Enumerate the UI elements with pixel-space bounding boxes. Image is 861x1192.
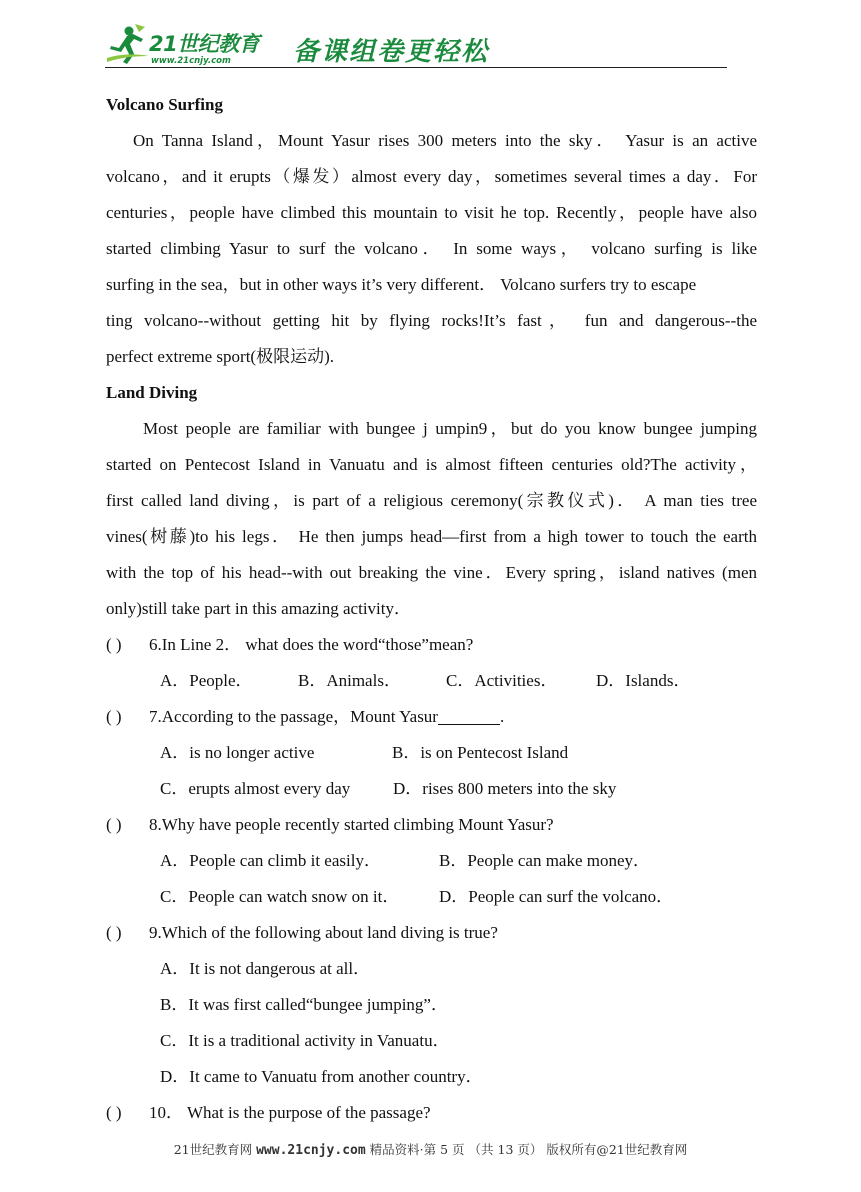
question-stem: 10． What is the purpose of the passage? — [149, 1103, 431, 1122]
question-10 — [106, 1095, 757, 1131]
question-7-options-row2 — [106, 771, 757, 807]
header-divider — [105, 67, 727, 68]
option-a[interactable]: A．People can climb it easily． — [160, 851, 381, 870]
question-7-options-row1 — [106, 735, 757, 771]
logo — [105, 22, 295, 70]
option-d[interactable]: D．It came to Vanuatu from another country． — [160, 1067, 483, 1086]
paragraph-line: started on Pentecost Island in Vanuatu and is almost fifteen centuries old?The activity， — [106, 455, 757, 474]
option-a[interactable]: A．It is not dangerous at all． — [160, 959, 371, 978]
paragraph-line: started climbing Yasur to surf the volcano． In some ways， volcano surfing is like — [106, 239, 757, 258]
paragraph-line: with the top of his head--with out breaking the vine．Every spring，island natives (men — [106, 563, 757, 582]
option-c[interactable]: C．It is a traditional activity in Vanuatu． — [160, 1031, 450, 1050]
question-6 — [106, 627, 757, 663]
logo-text: 21世纪教育 — [149, 32, 260, 56]
runner-logo-icon — [105, 22, 151, 66]
document-body — [106, 87, 757, 1131]
option-d[interactable]: D．rises 800 meters into the sky — [393, 779, 617, 798]
fill-blank[interactable] — [438, 702, 500, 725]
section-heading-land-diving: Land Diving — [106, 383, 198, 402]
question-6-options — [106, 663, 757, 699]
footer-site-name: 21世纪教育网 — [173, 1142, 253, 1157]
option-d[interactable]: D．Islands． — [596, 671, 691, 690]
page-footer — [0, 1140, 861, 1158]
footer-page-info: 精品资料·第 5 页 （共 13 页） 版权所有@21世纪教育网 — [369, 1142, 688, 1157]
page-header — [105, 22, 727, 74]
answer-slot[interactable]: ( ) — [106, 1103, 122, 1122]
paragraph-line: surfing in the sea，but in other ways it’s very different． Volcano surfers try to escape — [106, 275, 697, 294]
question-stem: 6.In Line 2． what does the word“those”mean? — [149, 635, 474, 654]
question-stem: 7.According to the passage，Mount Yasur — [149, 707, 438, 726]
option-a[interactable]: A．People． — [160, 671, 253, 690]
question-8-options-row2 — [106, 879, 757, 915]
paragraph-line: volcano，and it erupts（爆发）almost every day，sometimes several times a day．For — [106, 167, 757, 186]
option-c[interactable]: C．Activities． — [446, 671, 558, 690]
answer-slot[interactable]: ( ) — [106, 635, 122, 654]
option-b[interactable]: B．People can make money． — [439, 851, 651, 870]
footer-site-url[interactable]: www.21cnjy.com — [256, 1143, 366, 1158]
question-stem: 9.Which of the following about land diving is true? — [149, 923, 498, 942]
option-b[interactable]: B．It was first called“bungee jumping”． — [160, 995, 448, 1014]
question-8 — [106, 807, 757, 843]
logo-url: www.21cnjy.com — [151, 56, 231, 66]
paragraph-line: Most people are familiar with bungee j umpin9，but do you know bungee jumping — [143, 419, 757, 438]
header-slogan: 备课组卷更轻松 — [293, 37, 490, 67]
question-9 — [106, 915, 757, 951]
answer-slot[interactable]: ( ) — [106, 923, 122, 942]
paragraph-line: only)still take part in this amazing activity． — [106, 599, 411, 618]
option-a[interactable]: A．is no longer active — [160, 743, 315, 762]
paragraph-line: perfect extreme sport(极限运动). — [106, 347, 334, 366]
option-b[interactable]: B．is on Pentecost Island — [392, 743, 569, 762]
question-stem: 8.Why have people recently started climbing Mount Yasur? — [149, 815, 554, 834]
answer-slot[interactable]: ( ) — [106, 815, 122, 834]
option-d[interactable]: D．People can surf the volcano． — [439, 887, 674, 906]
paragraph-line: vines(树藤)to his legs． He then jumps head—first from a high tower to touch the earth — [106, 527, 757, 546]
paragraph-line: first called land diving，is part of a religious ceremony(宗教仪式)． A man ties tree — [106, 491, 757, 510]
option-b[interactable]: B．Animals． — [298, 671, 401, 690]
question-stem-end: . — [499, 707, 505, 726]
section-heading-volcano: Volcano Surfing — [106, 95, 223, 114]
option-c[interactable]: C．erupts almost every day — [160, 779, 351, 798]
answer-slot[interactable]: ( ) — [106, 707, 122, 726]
paragraph-line: ting volcano--without getting hit by flying rocks!It’s fast， fun and dangerous--the — [106, 311, 757, 330]
paragraph-line: On Tanna Island，Mount Yasur rises 300 meters into the sky． Yasur is an active — [133, 131, 757, 150]
question-8-options-row1 — [106, 843, 757, 879]
question-7 — [106, 699, 757, 735]
paragraph-line: centuries，people have climbed this mountain to visit he top. Recently，people have also — [106, 203, 757, 222]
option-c[interactable]: C．People can watch snow on it． — [160, 887, 400, 906]
